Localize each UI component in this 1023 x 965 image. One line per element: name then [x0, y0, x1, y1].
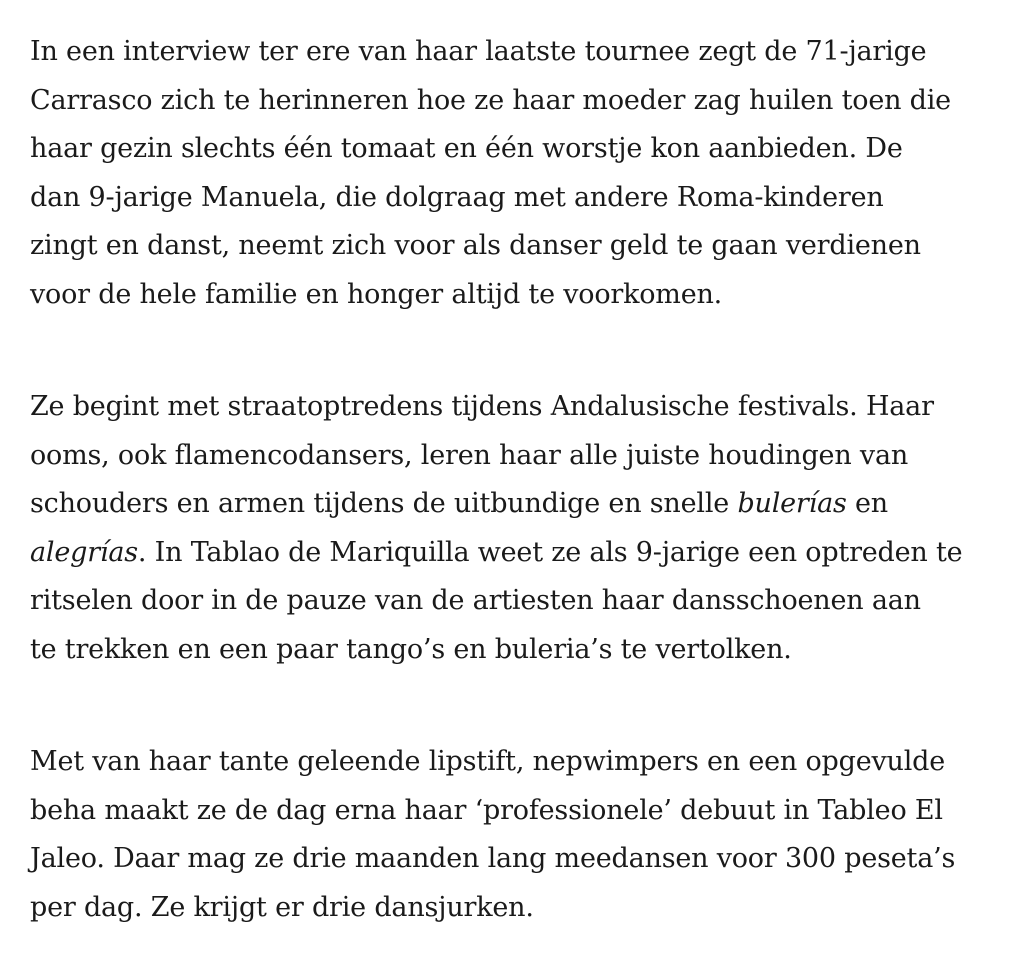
text-line: beha maakt ze de dag erna haar ‘professionele’ debuut in Tableo El [30, 794, 943, 826]
text-line: Jaleo. Daar mag ze drie maanden lang meedansen voor 300 peseta’s [30, 843, 956, 874]
text-line: per dag. Ze krijgt er drie dansjurken. [30, 891, 534, 923]
italic-term-alegrias: alegrías [30, 536, 138, 568]
text-line: Met van haar tante geleende lipstift, nepwimpers en een opgevulde [30, 746, 946, 777]
text-line: In een interview ter ere van haar laatste tournee zegt de 71-jarige [30, 36, 927, 67]
text-line: zingt en danst, neemt zich voor als danser geld te gaan verdienen [30, 230, 921, 261]
text-line: voor de hele familie en honger altijd te voorkomen. [30, 278, 723, 310]
text-line: te trekken en een paar tango’s en buleria’s te vertolken. [30, 633, 792, 665]
paragraph-1 [30, 28, 995, 319]
text-line: schouders en armen tijdens de uitbundige en snelle [30, 488, 738, 519]
paragraph-3 [30, 738, 995, 932]
text-line: dan 9-jarige Manuela, die dolgraag met andere Roma-kinderen [30, 181, 884, 213]
text-line: . In Tablao de Mariquilla weet ze als 9-jarige een optreden te [137, 536, 963, 568]
article-body [30, 28, 995, 932]
paragraph-2 [30, 383, 995, 674]
text-line: ooms, ook flamencodansers, leren haar alle juiste houdingen van [30, 439, 909, 471]
text-line: en [846, 488, 888, 519]
text-line: Ze begint met straatoptredens tijdens Andalusische festivals. Haar [30, 391, 934, 422]
italic-term-bulerias: bulerías [737, 488, 847, 519]
text-line: ritselen door in de pauze van de artiesten haar dansschoenen aan [30, 585, 921, 616]
text-line: haar gezin slechts één tomaat en één worstje kon aanbieden. De [30, 133, 903, 164]
text-line: Carrasco zich te herinneren hoe ze haar moeder zag huilen toen die [30, 84, 951, 116]
